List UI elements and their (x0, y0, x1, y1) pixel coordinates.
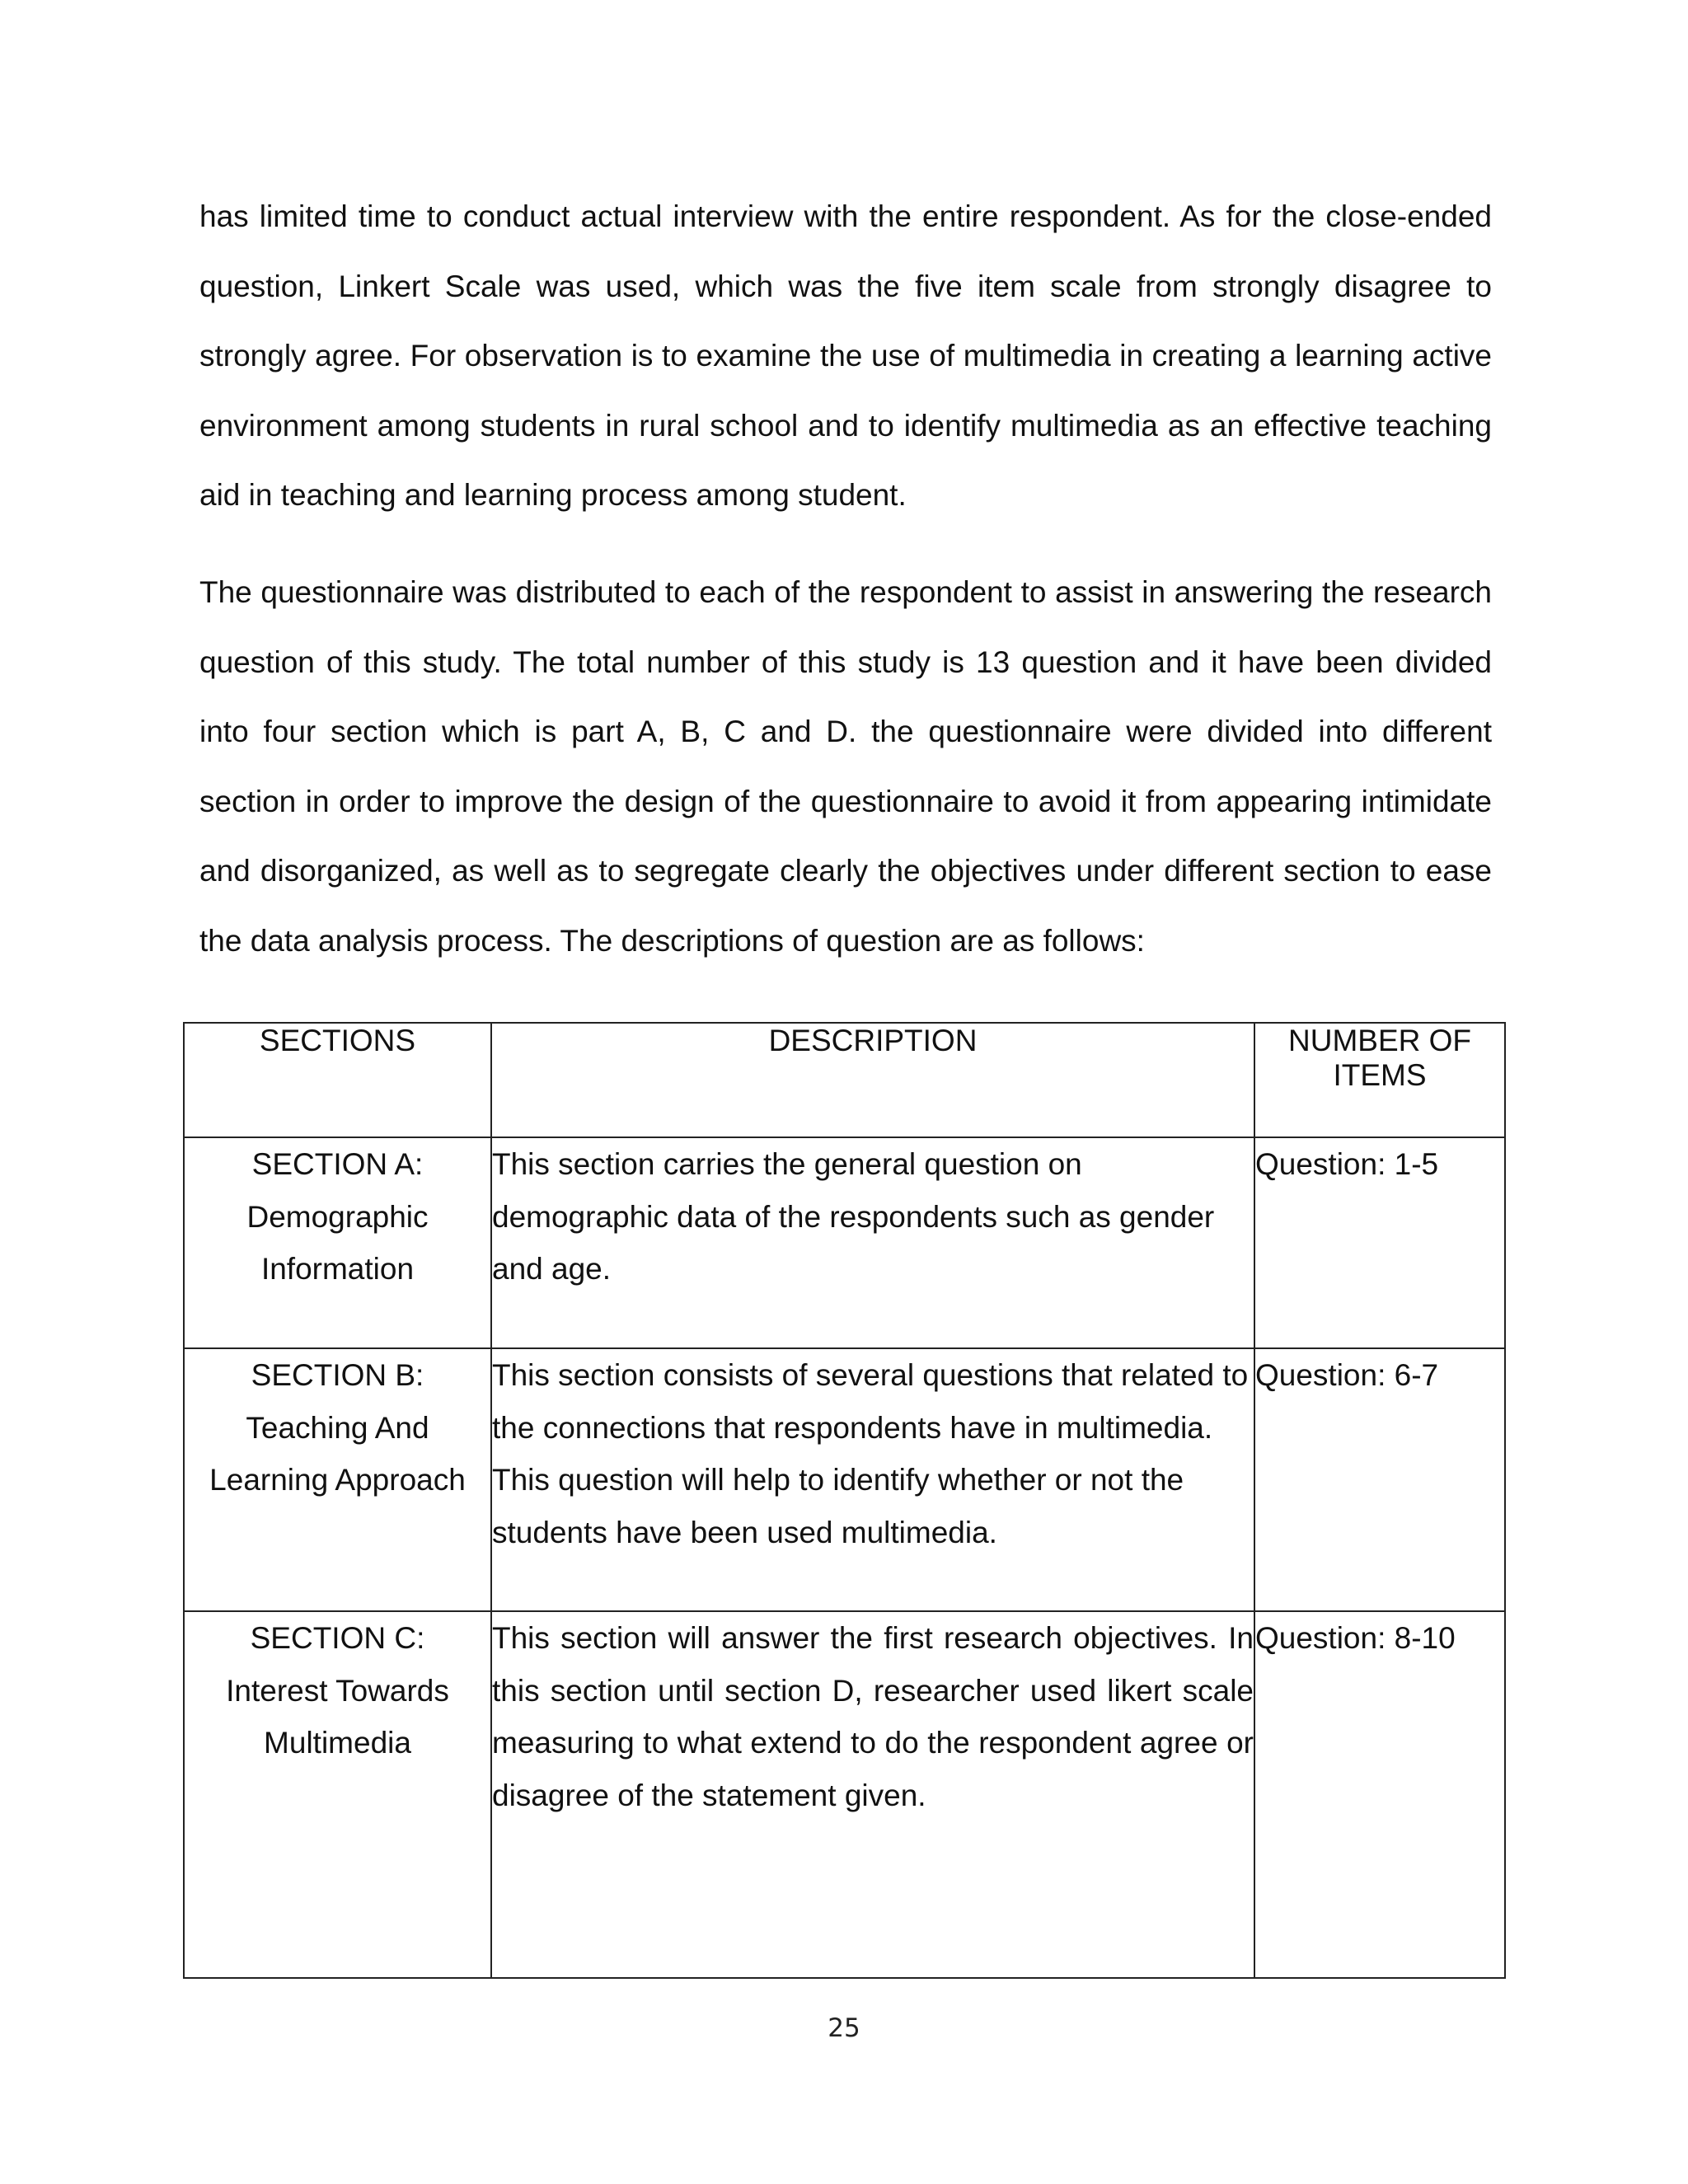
table-row (184, 1348, 1505, 1611)
section-item-range: Question: 8-10 (1254, 1611, 1505, 1978)
section-title: SECTION A: (251, 1147, 424, 1181)
section-name-line: Information (260, 1252, 415, 1286)
questionnaire-sections-table (183, 1022, 1506, 1979)
page-number: 25 (828, 2013, 860, 2043)
section-label-cell (184, 1611, 491, 1978)
section-item-range: Question: 6-7 (1254, 1348, 1505, 1611)
section-name-line: Multimedia (264, 1726, 411, 1760)
header-description: DESCRIPTION (491, 1023, 1254, 1137)
section-label-cell (184, 1137, 491, 1348)
table-row (184, 1611, 1505, 1978)
body-paragraph-1: has limited time to conduct actual interview with the entire respondent. As for the close-ended question, Linkert Scale was used, which was the five item scale from strongly disagree to strongly agree. For observation is to examine the use of multimedia in creating a learning active environment among students in rural school and to identify multimedia as an effective teaching aid in teaching and learning process among student. (199, 199, 1492, 512)
body-paragraph-2: The questionnaire was distributed to each of the respondent to assist in answering the research question of this study. The total number of this study is 13 question and it have been divided into four section which is part A, B, C and D. the questionnaire were divided into different section in order to improve the design of the questionnaire to avoid it from appearing intimidate and disorganized, as well as to segregate clearly the objectives under different section to ease the data analysis process. The descriptions of question are as follows: (199, 575, 1492, 958)
section-name-line: Learning Approach (209, 1463, 466, 1497)
header-number-of-items: NUMBER OF ITEMS (1254, 1023, 1505, 1137)
table-header-row (184, 1023, 1505, 1137)
section-description: This section carries the general question on demographic data of the respondents such as gender and age. (491, 1137, 1254, 1348)
section-name-line: Teaching And (246, 1410, 429, 1445)
section-label-cell (184, 1348, 491, 1611)
header-sections: SECTIONS (184, 1023, 491, 1137)
section-name-line: Demographic (246, 1199, 429, 1234)
section-title: SECTION B: (251, 1358, 424, 1392)
section-description: This section will answer the first research objectives. In this section until section D, researcher used likert scale measuring to what extend to do the respondent agree or disagree of the statement given. (491, 1611, 1254, 1978)
section-title: SECTION C: (250, 1621, 425, 1655)
section-description: This section consists of several questions that related to the connections that respondents have in multimedia. This question will help to identify whether or not the students have been used multimedia. (491, 1348, 1254, 1611)
section-name-line: Interest Towards (226, 1673, 449, 1708)
section-item-range: Question: 1-5 (1254, 1137, 1505, 1348)
table-row (184, 1137, 1505, 1348)
